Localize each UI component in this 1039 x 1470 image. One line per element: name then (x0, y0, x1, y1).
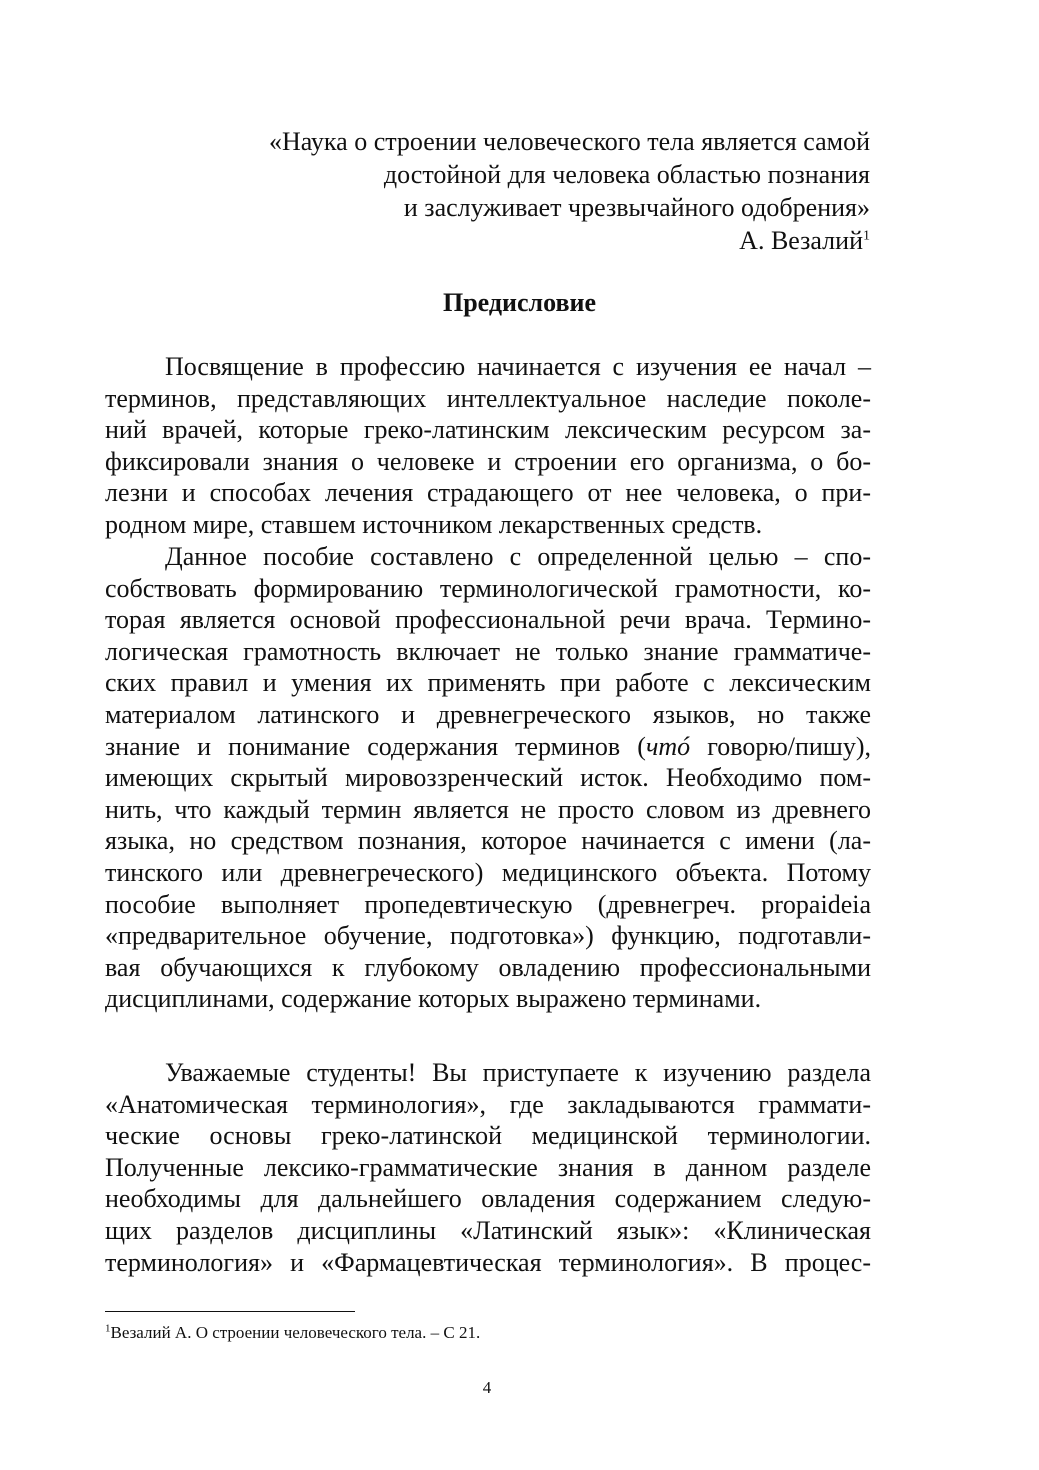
text-line: нить, что каждый термин является не просто словом из древнего (105, 794, 871, 824)
text-line: имеющих скрытый мировоззренческий исток. Необходимо пом- (105, 763, 871, 793)
text-line: дисциплинами, содержание которых выражено терминами. (105, 984, 762, 1014)
text-line: ческие основы греко-латинской медицинской терминологии. (105, 1121, 871, 1151)
text-line: терминов, представляющих интеллектуальное наследие поколе- (105, 383, 871, 413)
paragraph-3 (105, 1057, 871, 1278)
text-line: собствовать формированию терминологической грамотности, ко- (105, 573, 871, 603)
text-line-with-italic (105, 731, 871, 763)
text-line: ских правил и умения их применять при работе с лексическим (105, 668, 871, 698)
text-line: языка, но средством познания, которое начинается с имени (ла- (105, 826, 871, 856)
text-line: логическая грамотность включает не только знание грамматиче- (105, 636, 871, 666)
footnote (105, 1322, 480, 1344)
text-line: необходимы для дальнейшего овладения содержанием следую- (105, 1184, 871, 1214)
epigraph (150, 125, 870, 257)
text-line: «предварительное обучение, подготовка») функцию, подготавли- (105, 921, 871, 951)
text-line: Уважаемые студенты! Вы приступаете к изучению раздела (165, 1058, 871, 1087)
text-line: «Анатомическая терминология», где закладываются граммати- (105, 1089, 871, 1119)
epigraph-line: и заслуживает чрезвычайного одобрения» (403, 193, 870, 222)
text-line: щих разделов дисциплины «Латинский язык»: «Клиническая (105, 1215, 871, 1245)
text-line: лезни и способах лечения страдающего от нее человека, о при- (105, 478, 871, 508)
text-line: терминология» и «Фармацевтическая терминология». В процес- (105, 1247, 871, 1277)
text-line: Полученные лексико-грамматические знания в данном разделе (105, 1152, 871, 1182)
footnote-mark: 1 (105, 1322, 111, 1335)
page-number: 4 (482, 1378, 492, 1397)
epigraph-line: достойной для человека областью познания (383, 160, 870, 189)
text-line: вая обучающихся к глубокому овладению профессиональными (105, 952, 871, 982)
text-line: родном мире, ставшем источником лекарственных средств. (105, 509, 763, 539)
epigraph-author-line (150, 224, 870, 257)
footnote-reference: 1 (863, 228, 870, 244)
text-segment: говорю/пишу), (690, 731, 871, 761)
text-line: ний врачей, которые греко-латинским лексическим ресурсом за- (105, 415, 871, 445)
footnote-text: Везалий А. О строении человеческого тела. – С 21. (110, 1323, 481, 1342)
text-line: пособие выполняет пропедевтическую (древнегреч. propaideia (105, 889, 871, 919)
paragraph-2 (105, 541, 871, 1015)
text-line: торая является основой профессиональной речи врача. Термино- (105, 605, 871, 635)
paragraph-1 (105, 351, 871, 541)
footnote-divider (105, 1311, 355, 1312)
text-line: Данное пособие составлено с определенной целью – спо- (165, 542, 871, 571)
text-line: Посвящение в профессию начинается с изучения ее начал – (165, 352, 871, 381)
epigraph-author: А. Везалий (739, 226, 863, 255)
text-line: тинского или древнегреческого) медицинского объекта. Потому (105, 857, 871, 887)
epigraph-line: «Наука о строении человеческого тела является самой (268, 127, 870, 156)
text-segment: знание и понимание содержания терминов ( (105, 731, 646, 761)
section-heading: Предисловие (442, 288, 597, 317)
text-line: материалом латинского и древнегреческого языков, но также (105, 699, 871, 729)
italic-word: чтó (645, 731, 691, 761)
text-line: фиксировали знания о человеке и строении его организма, о бо- (105, 446, 871, 476)
